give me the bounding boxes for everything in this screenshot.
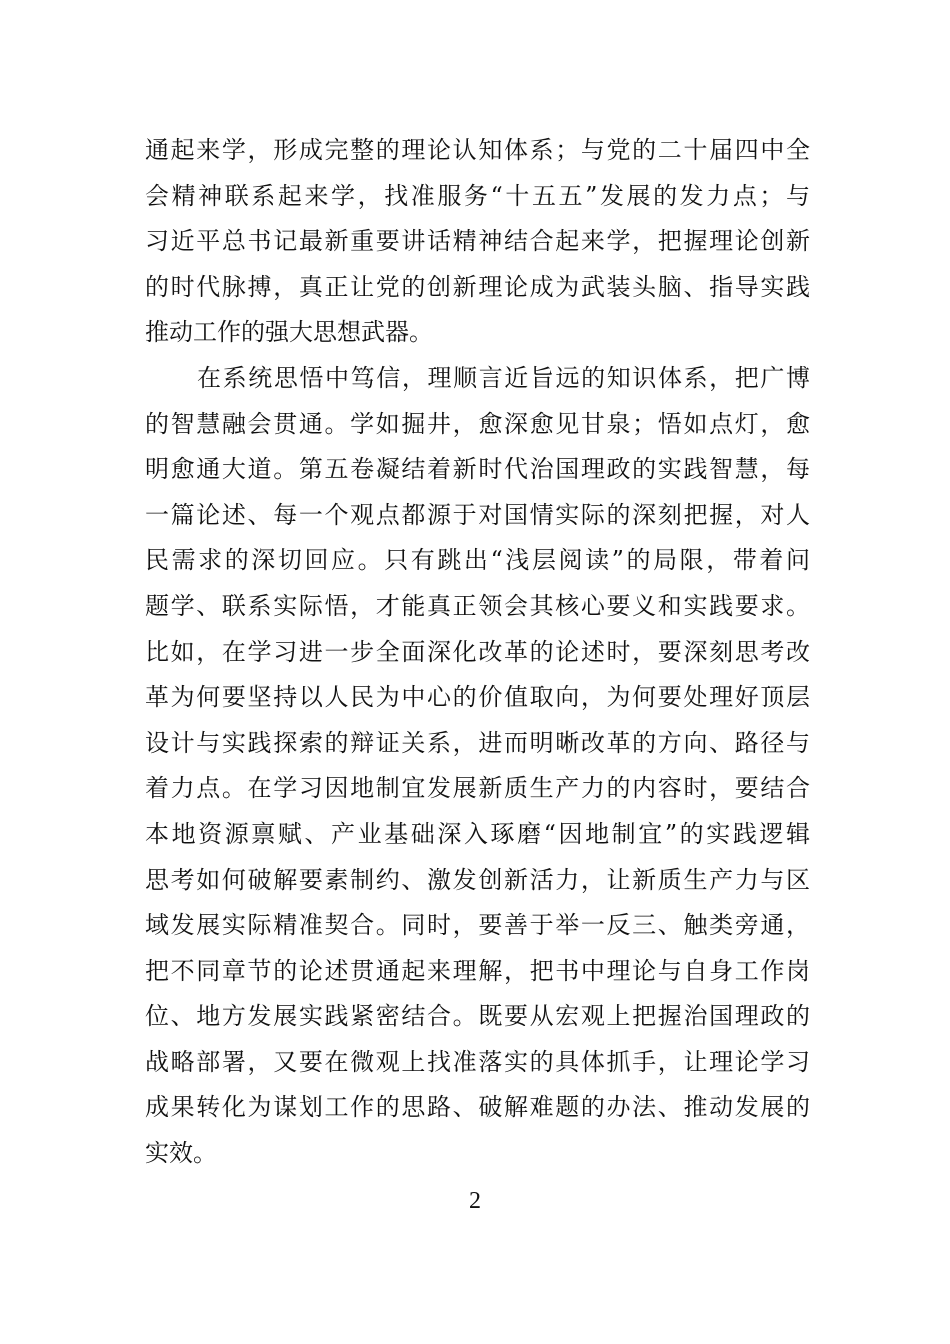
text-line: 比如，在学习进一步全面深化改革的论述时，要深刻思考改 bbox=[145, 637, 810, 666]
text-line: 革为何要坚持以人民为中心的价值取向，为何要处理好顶层 bbox=[145, 683, 810, 712]
text-line: 本地资源禀赋、产业基础深入琢磨“因地制宜”的实践逻辑 bbox=[145, 819, 810, 848]
text-line: 设计与实践探索的辩证关系，进而明晰改革的方向、路径与 bbox=[145, 728, 810, 757]
text-line: 习近平总书记最新重要讲话精神结合起来学，把握理论创新 bbox=[145, 227, 810, 256]
text-line: 在系统思悟中笃信，理顺言近旨远的知识体系，把广博 bbox=[197, 363, 810, 392]
body-text bbox=[145, 128, 810, 1177]
text-line: 实效。 bbox=[145, 1139, 217, 1168]
text-line: 着力点。在学习因地制宜发展新质生产力的内容时，要结合 bbox=[145, 774, 810, 803]
text-line: 的智慧融会贯通。学如掘井，愈深愈见甘泉；悟如点灯，愈 bbox=[145, 409, 810, 438]
text-line: 战略部署，又要在微观上找准落实的具体抓手，让理论学习 bbox=[145, 1047, 810, 1076]
text-line: 会精神联系起来学，找准服务“十五五”发展的发力点；与 bbox=[145, 181, 810, 210]
text-line: 一篇论述、每一个观点都源于对国情实际的深刻把握，对人 bbox=[145, 500, 810, 529]
text-line: 通起来学，形成完整的理论认知体系；与党的二十届四中全 bbox=[145, 136, 810, 164]
text-line: 域发展实际精准契合。同时，要善于举一反三、触类旁通， bbox=[145, 911, 810, 940]
page-number: 2 bbox=[469, 1188, 481, 1214]
text-line: 的时代脉搏，真正让党的创新理论成为武装头脑、指导实践 bbox=[145, 272, 810, 301]
text-line: 推动工作的强大思想武器。 bbox=[145, 318, 433, 347]
text-line: 位、地方发展实践紧密结合。既要从宏观上把握治国理政的 bbox=[145, 1002, 810, 1031]
text-line: 明愈通大道。第五卷凝结着新时代治国理政的实践智慧，每 bbox=[145, 455, 810, 484]
text-line: 成果转化为谋划工作的思路、破解难题的办法、推动发展的 bbox=[145, 1093, 810, 1122]
text-line: 题学、联系实际悟，才能真正领会其核心要义和实践要求。 bbox=[145, 591, 810, 620]
text-line: 思考如何破解要素制约、激发创新活力，让新质生产力与区 bbox=[145, 865, 810, 894]
text-line: 民需求的深切回应。只有跳出“浅层阅读”的局限，带着问 bbox=[145, 546, 810, 575]
text-line: 把不同章节的论述贯通起来理解，把书中理论与自身工作岗 bbox=[145, 956, 810, 985]
